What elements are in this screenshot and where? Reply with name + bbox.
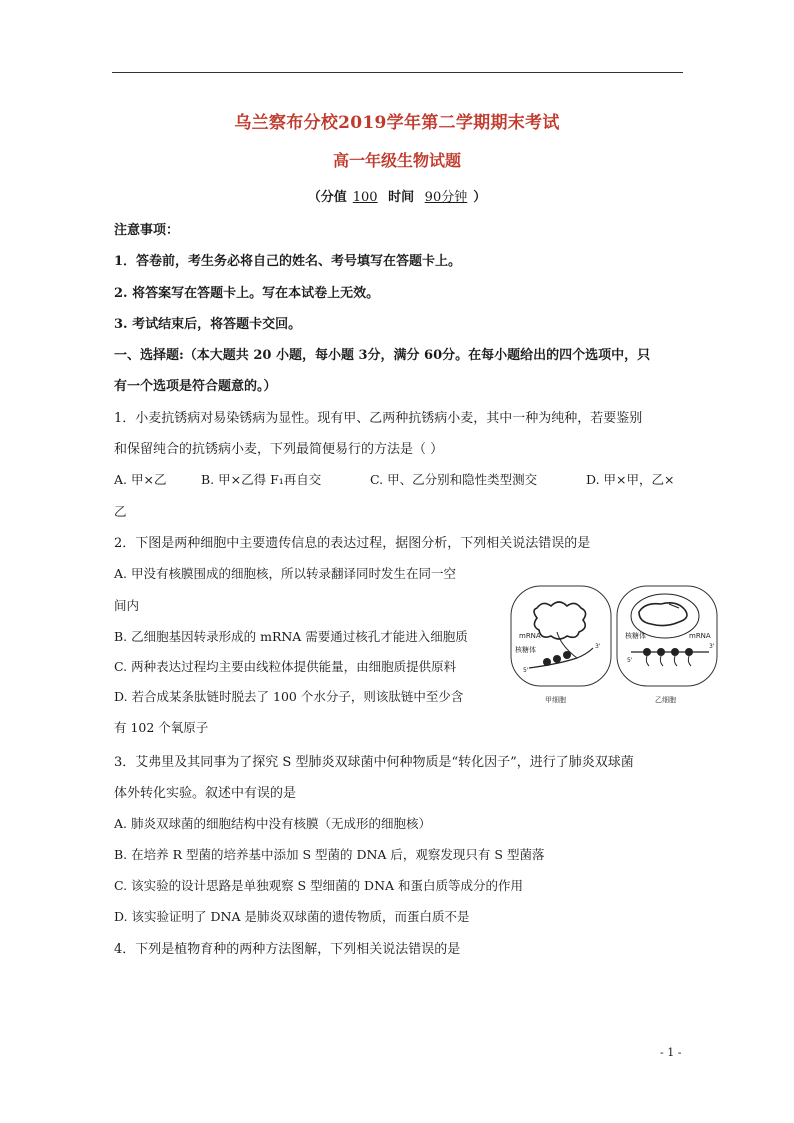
right-ribosome-2: [657, 648, 665, 656]
q1-option-b: B. 甲×乙得 F₁再自交: [201, 472, 322, 487]
q1-option-a: A. 甲×乙: [114, 472, 167, 487]
time-label: 时间: [388, 190, 415, 205]
q3-option-b: B. 在培养 R 型菌的培养基中添加 S 型菌的 DNA 后，观察发现只有 S 型菌落: [114, 847, 545, 862]
right-ribosome-3: [671, 648, 679, 656]
q2-stem: 2．下图是两种细胞中主要遗传信息的表达过程，据图分析，下列相关说法错误的是: [114, 536, 591, 551]
right-caption: 乙细胞: [655, 696, 676, 704]
q3-option-c: C. 该实验的设计思路是单独观察 S 型细菌的 DNA 和蛋白质等成分的作用: [114, 878, 524, 893]
left-caption: 甲细胞: [545, 696, 566, 704]
left-ribosome-2: [553, 655, 561, 663]
header-rule: [112, 72, 683, 73]
q1-option-d: D. 甲×甲，乙×: [586, 472, 675, 487]
notes-item-3: 3. 考试结束后，将答题卡交回。: [114, 317, 302, 332]
q2-option-a: A. 甲没有核膜围成的细胞核，所以转录翻译同时发生在同一空: [114, 566, 456, 581]
q1-stem: 1．小麦抗锈病对易染锈病为显性。现有甲、乙两种抗锈病小麦，其中一种为纯种，若要鉴别: [114, 411, 643, 426]
q3-stem: 3．艾弗里及其同事为了探究 S 型肺炎双球菌中何种物质是“转化因子”，进行了肺炎双球菌: [114, 755, 634, 770]
left-label-mrna: mRNA: [519, 632, 541, 640]
score-value: 100: [352, 190, 378, 205]
left-label-ribosome: 核糖体: [515, 646, 536, 654]
right-dna-loop: [639, 603, 687, 626]
meta-open: （分值: [307, 190, 347, 205]
meta-close: ）: [473, 190, 487, 205]
right-ribosome-1: [643, 648, 651, 656]
left-label-5prime: 5': [523, 667, 529, 674]
left-mrna-line: [529, 648, 593, 668]
q1-option-d-cont: 乙: [114, 504, 127, 519]
right-ribosome-4: [685, 648, 693, 656]
q1-stem-cont: 和保留纯合的抗锈病小麦，下列最简便易行的方法是（ ）: [114, 442, 444, 457]
right-label-5prime: 5': [627, 657, 633, 664]
q2-option-d: D. 若合成某条肽链时脱去了 100 个水分子，则该肽链中至少含: [114, 689, 464, 704]
right-label-3prime: 3': [709, 643, 715, 650]
exam-subtitle: 高一年级生物试题: [332, 151, 461, 170]
gene-expression-figure: [509, 582, 721, 706]
q3-option-d: D. 该实验证明了 DNA 是肺炎双球菌的遗传物质，而蛋白质不是: [114, 909, 470, 924]
section1-heading: 一、选择题:（本大题共 20 小题，每小题 3分，满分 60分。在每小题给出的四个选项中，只: [114, 348, 651, 363]
left-label-3prime: 3': [595, 643, 601, 650]
q4-stem: 4．下列是植物育种的两种方法图解，下列相关说法错误的是: [114, 942, 461, 957]
left-dna-loop: [534, 602, 586, 639]
q2-option-c: C. 两种表达过程均主要由线粒体提供能量，由细胞质提供原料: [114, 659, 457, 674]
section1-heading-cont: 有一个选项是符合题意的。）: [114, 379, 277, 394]
left-ribosome-1: [543, 658, 551, 666]
q2-option-b: B. 乙细胞基因转录形成的 mRNA 需要通过核孔才能进入细胞质: [114, 629, 468, 644]
exam-meta: [0, 186, 794, 205]
right-label-mrna: mRNA: [689, 632, 711, 640]
notes-item-1: 1．答卷前，考生务必将自己的姓名、考号填写在答题卡上。: [114, 254, 462, 269]
right-label-ribosome: 核糖体: [625, 632, 646, 640]
q2-option-a-cont: 间内: [114, 598, 140, 613]
notes-item-2: 2. 将答案写在答题卡上。写在本试卷上无效。: [114, 286, 380, 301]
exam-title: 乌兰察布分校2019学年第二学期期末考试: [234, 113, 560, 133]
notes-heading: 注意事项：: [114, 223, 180, 238]
q3-option-a: A. 肺炎双球菌的细胞结构中没有核膜（无成形的细胞核）: [114, 816, 431, 831]
q2-option-d-cont: 有 102 个氧原子: [114, 720, 209, 735]
q1-option-c: C. 甲、乙分别和隐性类型测交: [370, 472, 538, 487]
q3-stem-cont: 体外转化实验。叙述中有误的是: [114, 786, 297, 801]
page-number: - 1 -: [660, 1046, 682, 1059]
right-peptide-chains: [646, 656, 691, 666]
time-value: 90分钟: [424, 190, 468, 205]
left-ribosome-3: [563, 651, 571, 659]
